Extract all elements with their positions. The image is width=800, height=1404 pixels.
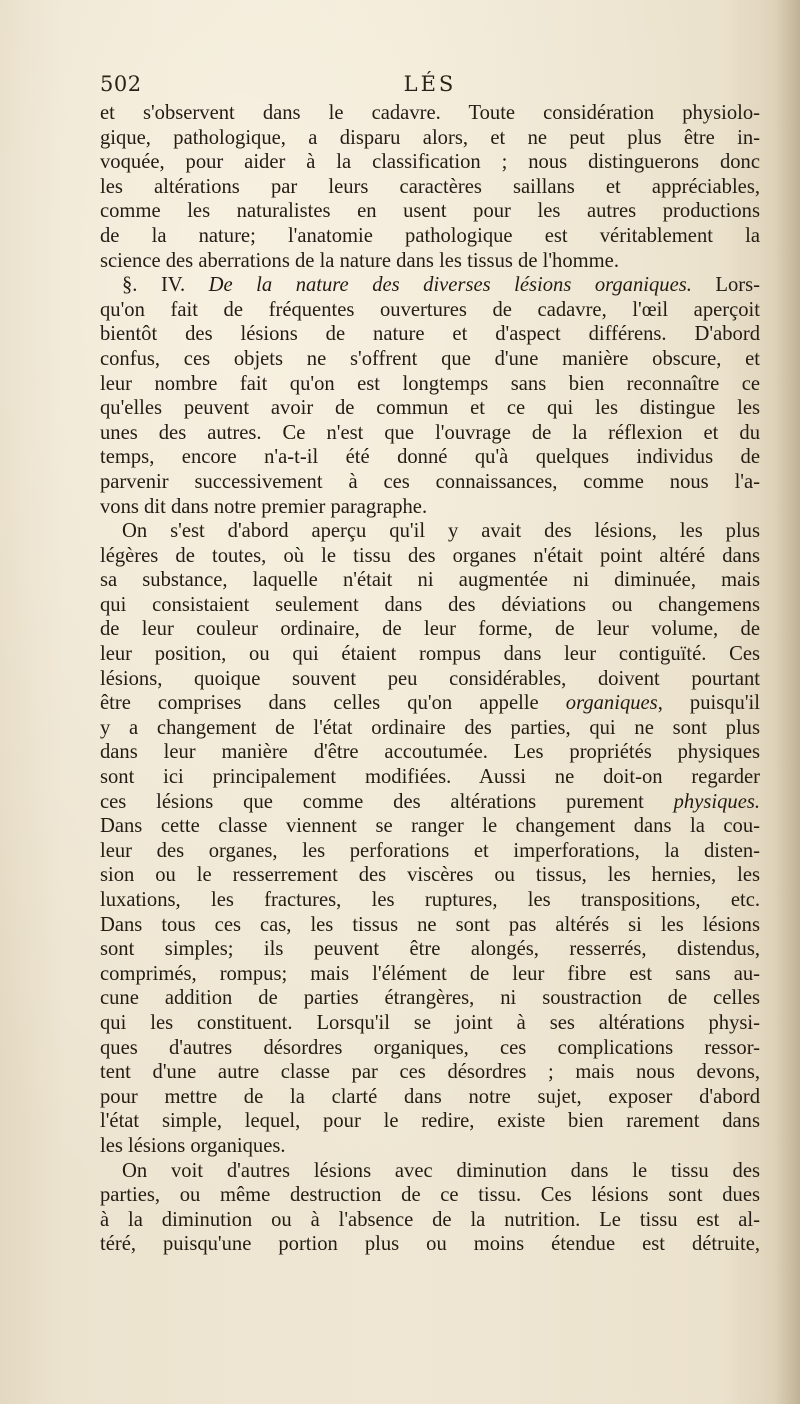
text-line — [100, 273, 760, 298]
text-line: temps, encore n'a-t-il été donné qu'à quelques individus de — [100, 446, 760, 469]
text-line: tent d'une autre classe par ces désordres ; mais nous devons, — [100, 1061, 760, 1084]
text-line: pour mettre de la clarté dans notre sujet, exposer d'abord — [100, 1085, 760, 1108]
body-text — [100, 101, 760, 1257]
text-line: téré, puisqu'une portion plus ou moins étendue est détruite, — [100, 1233, 760, 1256]
text-line: les lésions organiques. — [100, 1134, 286, 1157]
text-line: qu'on fait de fréquentes ouvertures de cadavre, l'œil aperçoit — [100, 298, 760, 321]
text-line: leur nombre fait qu'on est longtemps sans bien reconnaître ce — [100, 372, 760, 395]
text-line: Dans tous ces cas, les tissus ne sont pas altérés si les lésions — [100, 913, 760, 936]
text-line — [100, 691, 760, 716]
text-line: bientôt des lésions de nature et d'aspect différens. D'abord — [100, 323, 760, 346]
text-line: qui les constituent. Lorsqu'il se joint à ses altérations physi- — [100, 1011, 760, 1034]
text-line — [100, 790, 760, 815]
text-line: leur des organes, les perforations et imperforations, la disten- — [100, 839, 760, 862]
text-line: qui consistaient seulement dans des déviations ou changemens — [100, 593, 760, 616]
text-line: sont ici principalement modifiées. Aussi ne doit-on regarder — [100, 766, 760, 789]
text-line: ques d'autres désordres organiques, ces complications ressor- — [100, 1036, 760, 1059]
italic-text: physiques. — [673, 790, 760, 813]
text-line: confus, ces objets ne s'offrent que d'une manière obscure, et — [100, 347, 760, 370]
text-line: science des aberrations de la nature dans les tissus de l'homme. — [100, 249, 619, 272]
text-line: sont simples; ils peuvent être alongés, resserrés, distendus, — [100, 938, 760, 961]
text-segment: ces lésions que comme des altérations purement — [100, 790, 674, 813]
text-line: cune addition de parties étrangères, ni soustraction de celles — [100, 987, 760, 1010]
text-line: lésions, quoique souvent peu considérables, doivent pourtant — [100, 667, 760, 690]
text-line: sa substance, laquelle n'était ni augmentée ni diminuée, mais — [100, 569, 760, 592]
text-line: l'état simple, lequel, pour le redire, existe bien rarement dans — [100, 1110, 760, 1133]
text-segment: §. IV. — [122, 274, 209, 297]
text-line: leur position, ou qui étaient rompus dans leur contiguïté. Ces — [100, 643, 760, 666]
page-number: 502 — [100, 72, 142, 96]
text-line: à la diminution ou à l'absence de la nutrition. Le tissu est al- — [100, 1208, 760, 1231]
text-line: sion ou le resserrement des viscères ou tissus, les hernies, les — [100, 864, 760, 887]
text-line: On voit d'autres lésions avec diminution dans le tissu des — [122, 1159, 760, 1182]
text-line: unes des autres. Ce n'est que l'ouvrage de la réflexion et du — [100, 421, 760, 444]
text-line: gique, pathologique, a disparu alors, et ne peut plus être in- — [100, 126, 760, 149]
running-head — [100, 72, 760, 102]
text-line: qu'elles peuvent avoir de commun et ce qui les distingue les — [100, 397, 760, 420]
text-line: de la nature; l'anatomie pathologique est véritablement la — [100, 224, 760, 247]
text-line: de leur couleur ordinaire, de leur forme, de leur volume, de — [100, 618, 760, 641]
text-line: les altérations par leurs caractères saillans et appréciables, — [100, 175, 760, 198]
text-line: comme les naturalistes en usent pour les autres productions — [100, 200, 760, 223]
text-line: voquée, pour aider à la classification ; nous distinguerons donc — [100, 151, 760, 174]
text-line: parvenir successivement à ces connaissances, comme nous l'a- — [100, 470, 760, 493]
text-line: légères de toutes, où le tissu des organes n'était point altéré dans — [100, 544, 760, 567]
text-line: comprimés, rompus; mais l'élément de leur fibre est sans au- — [100, 962, 760, 985]
italic-text: organiques — [565, 692, 658, 715]
text-line: parties, ou même destruction de ce tissu. Ces lésions sont dues — [100, 1184, 760, 1207]
text-line: y a changement de l'état ordinaire des parties, qui ne sont plus — [100, 716, 760, 739]
text-segment: Lors- — [691, 274, 760, 297]
page-edge-shadow — [774, 0, 800, 1404]
italic-text: De la nature des diverses lésions organiques. — [208, 274, 692, 297]
text-line: On s'est d'abord aperçu qu'il y avait des lésions, les plus — [122, 520, 760, 543]
text-line: Dans cette classe viennent se ranger le changement dans la cou- — [100, 815, 760, 838]
text-line: luxations, les fractures, les ruptures, les transpositions, etc. — [100, 889, 760, 911]
text-line: et s'observent dans le cadavre. Toute considération physiolo- — [100, 102, 760, 124]
text-segment: , puisqu'il — [657, 692, 760, 715]
running-title: LÉS — [403, 72, 457, 96]
text-line: vons dit dans notre premier paragraphe. — [100, 495, 428, 518]
text-line: dans leur manière d'être accoutumée. Les propriétés physiques — [100, 741, 760, 764]
text-segment: être comprises dans celles qu'on appelle — [100, 692, 566, 715]
